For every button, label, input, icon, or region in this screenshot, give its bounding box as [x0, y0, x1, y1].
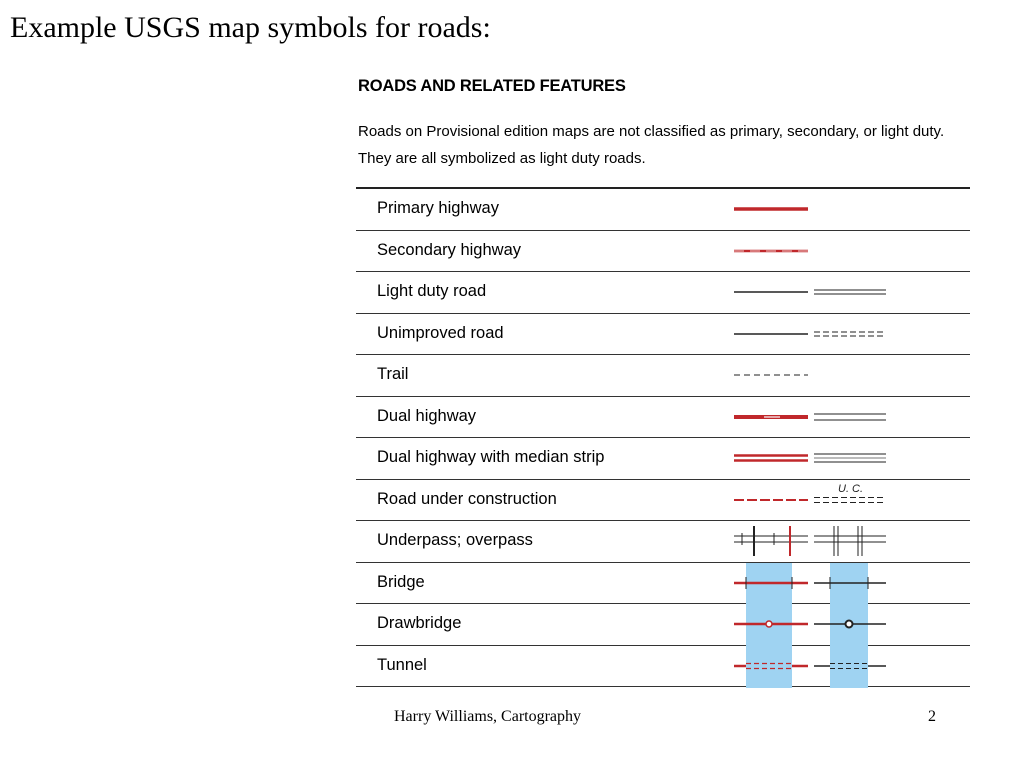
legend-row: [356, 355, 970, 397]
legend-row: [356, 563, 970, 605]
map-symbol-dual: [734, 397, 894, 439]
map-symbol-drawbridge: [734, 604, 894, 646]
legend-label: Light duty road: [377, 282, 487, 300]
legend-label: Tunnel: [377, 655, 427, 674]
map-symbol-tunnel: [734, 646, 894, 688]
map-symbol-construction: [734, 480, 894, 522]
map-symbol-primary: [734, 189, 894, 231]
legend-label: Dual highway with median strip: [377, 448, 605, 466]
legend-label: Trail: [377, 365, 409, 383]
legend-label: Bridge: [377, 572, 425, 591]
legend-row: [356, 521, 970, 563]
legend-table: [356, 189, 970, 687]
map-symbol-dualmedian: [734, 438, 894, 480]
map-symbol-unimproved: [734, 314, 894, 356]
footer-credit: Harry Williams, Cartography: [394, 708, 582, 725]
legend-label: Road under construction: [377, 489, 557, 508]
panel-description: Roads on Provisional edition maps are not classified as primary, secondary, or light duty. They are all symbolized as light duty roads.: [358, 123, 945, 167]
slide-title: Example USGS map symbols for roads:: [10, 11, 491, 44]
legend-row: [356, 189, 970, 231]
legend-label: Unimproved road: [377, 323, 504, 342]
legend-label: Primary highway: [377, 199, 499, 217]
legend-row: [356, 480, 970, 522]
legend-row: [356, 438, 970, 480]
map-symbol-secondary: [734, 231, 894, 273]
legend-row: [356, 604, 970, 646]
legend-label: Drawbridge: [377, 614, 462, 632]
legend-row: [356, 397, 970, 439]
page-number: 2: [928, 708, 936, 725]
map-symbol-lightduty: [734, 272, 894, 314]
map-symbol-underpass: [734, 521, 894, 563]
map-symbol-trail: [734, 355, 894, 397]
legend-label: Secondary highway: [377, 240, 522, 259]
legend-row: [356, 231, 970, 273]
legend-row: [356, 314, 970, 356]
legend-label: Underpass; overpass: [377, 531, 533, 549]
legend-label: Dual highway: [377, 406, 477, 425]
legend-row: [356, 272, 970, 314]
legend-row: [356, 646, 970, 688]
map-symbol-bridge: [734, 563, 894, 605]
panel-heading: ROADS AND RELATED FEATURES: [358, 77, 626, 95]
construction-note: U. C.: [838, 482, 864, 495]
